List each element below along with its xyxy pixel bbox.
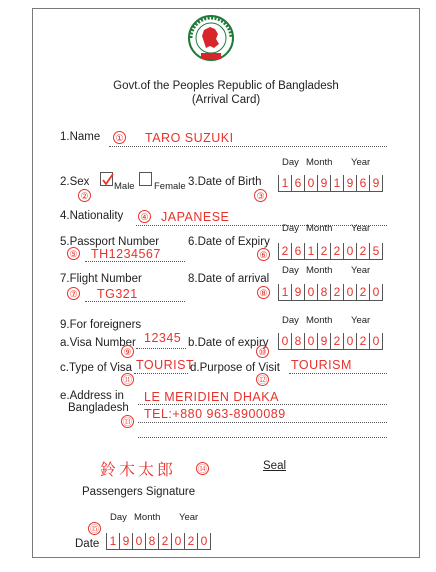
date-digit: 9 bbox=[120, 533, 133, 549]
arrival-digit: 2 bbox=[357, 284, 370, 300]
expiry-digit: 2 bbox=[331, 243, 344, 259]
sex-label: 2.Sex bbox=[60, 176, 90, 188]
visa-expiry-year-header: Year bbox=[351, 315, 371, 326]
visa-expiry-label: b.Date of expiry bbox=[188, 337, 269, 349]
visa-number-label: a.Visa Number bbox=[60, 337, 136, 349]
arrival-digit: 0 bbox=[370, 284, 383, 300]
arrival-digit: 0 bbox=[305, 284, 318, 300]
arrival-digit: 9 bbox=[292, 284, 305, 300]
expiry-label: 6.Date of Expiry bbox=[188, 236, 270, 248]
marker-6: ⑥ bbox=[257, 248, 270, 261]
nationality-line bbox=[136, 225, 387, 226]
visa-type-line bbox=[134, 373, 188, 374]
address-line2 bbox=[138, 422, 387, 423]
marker-13: ⑬ bbox=[122, 417, 132, 427]
marker-8: ⑧ bbox=[257, 286, 270, 299]
expiry-day-header: Day bbox=[282, 223, 299, 234]
date-day-header: Day bbox=[110, 512, 127, 523]
marker-2: ② bbox=[78, 189, 91, 202]
expiry-digit: 2 bbox=[357, 243, 370, 259]
expiry-digit: 6 bbox=[292, 243, 305, 259]
expiry-digit: 0 bbox=[344, 243, 357, 259]
dob-year-header: Year bbox=[351, 157, 371, 168]
name-value: TARO SUZUKI bbox=[145, 131, 234, 145]
arrival-digit: 0 bbox=[344, 284, 357, 300]
date-year-header: Year bbox=[179, 512, 199, 523]
signature-value: 鈴木太郎 bbox=[100, 460, 177, 479]
marker-4: ④ bbox=[138, 210, 151, 223]
visa-expiry-day-header: Day bbox=[282, 315, 299, 326]
dob-digit: 0 bbox=[305, 175, 318, 191]
dob-digit: 6 bbox=[357, 175, 370, 191]
flight-label: 7.Flight Number bbox=[60, 273, 142, 285]
male-label: Male bbox=[114, 181, 135, 192]
expiry-digit: 2 bbox=[279, 243, 292, 259]
passport-line bbox=[85, 261, 185, 262]
date-digit: 0 bbox=[172, 533, 185, 549]
flight-line bbox=[85, 301, 185, 302]
visa-expiry-month-header: Month bbox=[306, 315, 333, 326]
date-label: Date bbox=[75, 538, 100, 550]
visa-expiry-digit: 2 bbox=[357, 333, 370, 349]
name-label: 1.Name bbox=[60, 131, 101, 143]
passport-value: TH1234567 bbox=[91, 247, 161, 261]
foreigners-label: 9.For foreigners bbox=[60, 319, 142, 331]
visa-expiry-digit: 0 bbox=[344, 333, 357, 349]
date-digit: 8 bbox=[146, 533, 159, 549]
arrival-card bbox=[32, 8, 420, 558]
visa-expiry-digit: 0 bbox=[305, 333, 318, 349]
checkmark-icon bbox=[101, 173, 114, 187]
government-seal-icon bbox=[188, 15, 234, 61]
marker-5: ⑤ bbox=[67, 247, 80, 260]
male-checkbox bbox=[100, 172, 113, 186]
expiry-digit: 5 bbox=[370, 243, 383, 259]
dob-digit: 6 bbox=[292, 175, 305, 191]
date-month-header: Month bbox=[134, 512, 161, 523]
card-title: Govt.of the Peoples Republic of Bangladesh bbox=[113, 80, 339, 92]
address-label-line1: e.Address in bbox=[60, 390, 124, 402]
marker-15: ⑮ bbox=[89, 524, 99, 534]
arrival-digit: 2 bbox=[331, 284, 344, 300]
name-line bbox=[109, 146, 387, 147]
date-digit: 1 bbox=[107, 533, 120, 549]
visa-expiry-digits bbox=[278, 333, 383, 350]
date-digit: 2 bbox=[185, 533, 198, 549]
arrival-digits bbox=[278, 284, 383, 301]
passport-label: 5.Passport Number bbox=[60, 236, 160, 248]
seal-label: Seal bbox=[263, 460, 287, 472]
arrival-month-header: Month bbox=[306, 265, 333, 276]
arrival-digit: 8 bbox=[318, 284, 331, 300]
dob-digit: 1 bbox=[279, 175, 292, 191]
date-digit: 2 bbox=[159, 533, 172, 549]
flight-value: TG321 bbox=[97, 287, 138, 301]
visa-expiry-digit: 0 bbox=[370, 333, 383, 349]
arrival-year-header: Year bbox=[351, 265, 371, 276]
marker-11: ⑪ bbox=[122, 375, 132, 385]
marker-12: ⑫ bbox=[257, 375, 267, 385]
female-checkbox bbox=[139, 172, 152, 186]
date-digit: 0 bbox=[198, 533, 211, 549]
arrival-label: 8.Date of arrival bbox=[188, 273, 270, 285]
marker-1: ① bbox=[113, 131, 126, 144]
dob-digits bbox=[278, 175, 383, 192]
visa-type-value: TOURIST bbox=[136, 358, 195, 372]
dob-digit: 9 bbox=[344, 175, 357, 191]
visa-number-value: 12345 bbox=[144, 331, 182, 345]
marker-7: ⑦ bbox=[67, 287, 80, 300]
marker-9: ⑨ bbox=[121, 345, 134, 358]
date-digits bbox=[106, 533, 211, 550]
visit-purpose-value: TOURISM bbox=[291, 358, 352, 372]
marker-14: ⑭ bbox=[197, 464, 207, 474]
expiry-digit: 2 bbox=[318, 243, 331, 259]
visa-expiry-digit: 2 bbox=[331, 333, 344, 349]
dob-digit: 9 bbox=[370, 175, 383, 191]
nationality-value: JAPANESE bbox=[161, 210, 230, 224]
expiry-month-header: Month bbox=[306, 223, 333, 234]
visa-number-line bbox=[136, 348, 186, 349]
address-line1-value: LE MERIDIEN DHAKA bbox=[144, 390, 279, 404]
card-subtitle: (Arrival Card) bbox=[191, 94, 261, 106]
dob-day-header: Day bbox=[282, 157, 299, 168]
nationality-label: 4.Nationality bbox=[60, 210, 124, 222]
arrival-day-header: Day bbox=[282, 265, 299, 276]
address-line1 bbox=[138, 404, 387, 405]
visa-expiry-digit: 0 bbox=[279, 333, 292, 349]
marker-3: ③ bbox=[254, 189, 267, 202]
expiry-year-header: Year bbox=[351, 223, 371, 234]
expiry-digit: 1 bbox=[305, 243, 318, 259]
female-label: Female bbox=[154, 181, 186, 192]
visa-type-label: c.Type of Visa bbox=[60, 362, 133, 374]
signature-label: Passengers Signature bbox=[82, 486, 196, 498]
dob-digit: 1 bbox=[331, 175, 344, 191]
arrival-digit: 1 bbox=[279, 284, 292, 300]
visa-expiry-digit: 8 bbox=[292, 333, 305, 349]
visit-purpose-label: d.Purpose of Visit bbox=[190, 362, 280, 374]
dob-digit: 9 bbox=[318, 175, 331, 191]
marker-10: ⑩ bbox=[256, 345, 269, 358]
date-digit: 0 bbox=[133, 533, 146, 549]
dob-label: 3.Date of Birth bbox=[188, 176, 262, 188]
address-line3 bbox=[138, 437, 387, 438]
visit-purpose-line bbox=[289, 373, 387, 374]
dob-month-header: Month bbox=[306, 157, 333, 168]
visa-expiry-digit: 9 bbox=[318, 333, 331, 349]
expiry-digits bbox=[278, 243, 383, 260]
address-label-line2: Bangladesh bbox=[68, 402, 129, 414]
address-line2-value: TEL:+880 963-8900089 bbox=[144, 407, 286, 421]
